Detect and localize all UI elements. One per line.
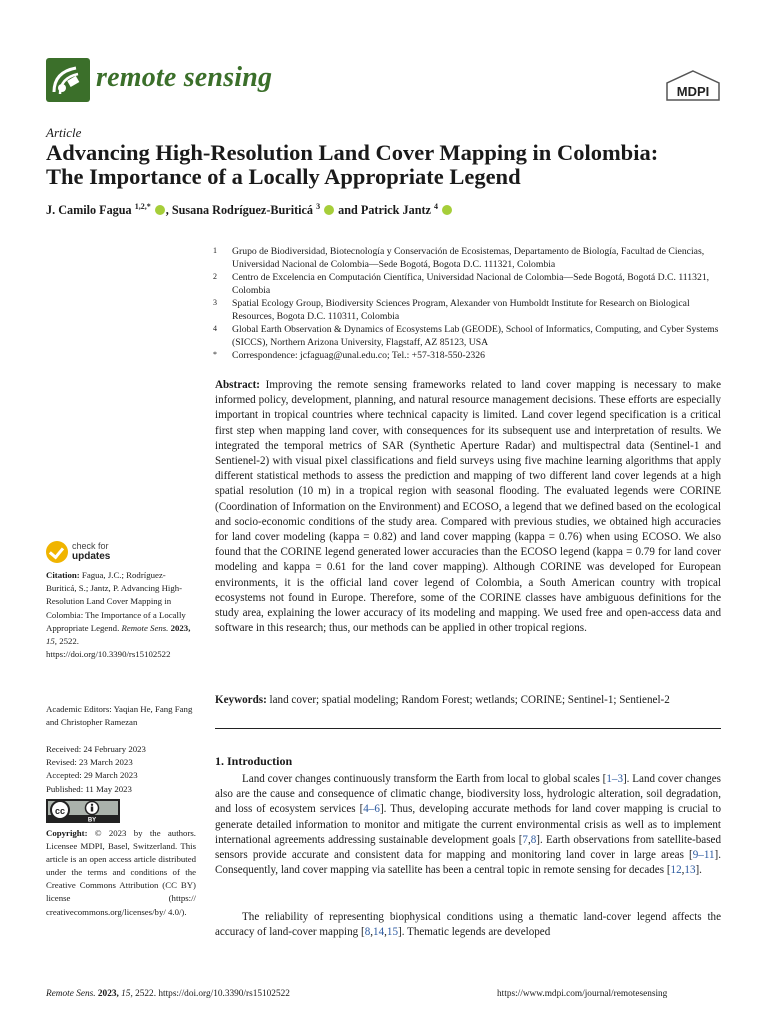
paragraph-text: Land cover changes continuously transform the Earth from local to global scales [ — [242, 773, 607, 785]
footer-journal: Remote Sens. — [46, 989, 96, 999]
citation-label: Citation: — [46, 570, 80, 580]
citation-volume: 15, — [46, 636, 57, 647]
paragraph-text: ]. Land cover changes also are the cause and consequence of climatic change, biodiversity loss, hydrologic alteration, soil degradation, and loss of ecosystem services [ — [215, 773, 721, 816]
received-date: Received: 24 February 2023 — [46, 744, 146, 754]
check-for-updates-button[interactable] — [46, 540, 126, 564]
citation-journal: Remote Sens. — [121, 622, 169, 633]
affiliation-mark: 2 — [213, 272, 217, 281]
orcid-icon[interactable] — [442, 205, 452, 215]
affiliation-mark: 1 — [213, 246, 217, 255]
publication-dates — [46, 743, 196, 796]
mdpi-logo-text: MDPI — [676, 84, 710, 99]
keywords — [215, 693, 721, 708]
check-updates-label-2: updates — [72, 551, 111, 562]
svg-text:cc: cc — [54, 806, 66, 816]
citation-link[interactable]: 13 — [684, 864, 696, 877]
affiliation-item — [213, 271, 728, 297]
section-divider — [215, 728, 721, 729]
paragraph-text: The reliability of representing biophysical conditions using a thematic land-cover legend affects the accuracy of land-cover mapping [ — [215, 911, 721, 939]
paragraph-text: ]. Thus, developing accurate methods for land cover mapping is crucial to generate detailed information to monitor and mitigate the current environmental crisis as well as to implement international agreements addressing sustainable development goals [ — [215, 803, 721, 846]
citation-link[interactable]: 14 — [373, 926, 385, 939]
mdpi-logo — [663, 70, 723, 104]
author-affiliation-marks: 3 — [316, 202, 321, 211]
citation-year: 2023, — [170, 622, 191, 633]
affiliation-mark: * — [213, 350, 217, 359]
copyright-block — [46, 827, 196, 919]
article-type: Article — [46, 125, 82, 140]
section-heading: 1. Introduction — [215, 754, 293, 768]
footer-doi[interactable]: 2522. https://doi.org/10.3390/rs15102522 — [135, 989, 290, 999]
title-line-2: The Importance of a Locally Appropriate Legend — [46, 164, 521, 189]
footer-journal-url[interactable]: https://www.mdpi.com/journal/remotesensing — [497, 989, 668, 999]
paragraph-text: , — [384, 926, 387, 939]
journal-logo-icon — [46, 58, 90, 102]
paragraph-text: ]. — [695, 864, 702, 877]
citation-link[interactable]: 8 — [364, 926, 371, 939]
paragraph-text: ]. Thematic legends are developed — [398, 926, 551, 939]
intro-paragraph-2 — [215, 910, 721, 940]
abstract-label: Abstract: — [215, 379, 260, 391]
author-name[interactable]: Patrick Jantz — [360, 203, 431, 217]
revised-date: Revised: 23 March 2023 — [46, 757, 133, 768]
author-affiliation-marks: 4 — [433, 202, 438, 211]
accepted-date: Accepted: 29 March 2023 — [46, 770, 138, 781]
footer-year: 2023, — [97, 989, 119, 999]
affiliation-item — [213, 297, 728, 323]
cc-by-license-badge[interactable] — [46, 799, 120, 823]
title-line-1: Advancing High-Resolution Land Cover Mapping in Colombia: — [46, 140, 659, 165]
citation-link[interactable]: 12 — [670, 864, 682, 877]
affiliation-mark: 3 — [213, 298, 217, 307]
citation-link[interactable]: 15 — [386, 926, 398, 939]
abstract-text: Improving the remote sensing frameworks related to land cover mapping is necessary to make informed policy, development, planning, and natural resource management decisions. These efforts are especially important in tropical countries where technical capacity is limited. Land cover legend specification is a critical first step when mapping land cover, with consequences for its subsequent use and interpretation of results. We integrated the temporal metrics of SAR (Synthetic Aperture Radar) and multispectral data (Sentinel-1 and Sentienel-2) with visual pixel classifications and field surveys using five machine learning algorithms that apply different statistical methods to assess the prediction and mapping of two different land cover legends at a high spatial resolution (10 m) in a tropical region with seasonal flooding. The evaluated legends were CORINE (Coordination of Information on the Environment) and ECOSO, a legend that we defined based on the ecological and socio-economic conditions of the study area. Compared with previous studies, we obtained high accuracies for land cover modeling (kappa = 0.82) and land cover mapping (kappa = 0.76) when using ECOSO. We also found that the CORINE legend generated lower accuracies than the ECOSO legend (kappa = 0.79 for land cover modeling and kappa = 0.61 for the land cover mapping). Although CORINE was developed for European environments, it is the official land cover legend of Colombia, a South American country with tropical ecosystems not found in Europe. Therefore, some of the CORINE classes have ambiguous definitions for the study area, explaining the lower accuracy of its modeling and mapping. We used free and open-access data and software in this research; thus, our methods can be applied in other tropical regions. — [215, 379, 721, 635]
paragraph-text: , — [370, 926, 374, 939]
check-updates-label-1: check for — [72, 541, 109, 551]
affiliation-text: Spatial Ecology Group, Biodiversity Sciences Program, Alexander von Humboldt Institute for Research on Biological Resources, Bogota D.C. 110311, Colombia — [232, 298, 690, 322]
academic-editors: Academic Editors: Yaqian He, Fang Fang and Christopher Ramezan — [46, 704, 193, 728]
cc-badge-label: BY — [87, 817, 97, 823]
affiliations — [213, 245, 728, 362]
affiliation-mark: 4 — [213, 324, 217, 333]
author-name[interactable]: J. Camilo Fagua — [46, 203, 132, 217]
abstract — [215, 378, 721, 636]
affiliation-item — [213, 349, 728, 362]
copyright-label: Copyright: — [46, 828, 88, 838]
paragraph-text: ]. Consequently, land cover mapping via satellite has been a central topic in remote sensing for decades [ — [215, 849, 721, 877]
author-list: J. Camilo Fagua $^{1,2,*}$ , Susana Rodríguez-Buriticá $^3$ and Patrick Jantz $^4$ — [46, 203, 736, 218]
paragraph-text: , — [527, 833, 531, 846]
check-updates-icon — [46, 541, 68, 563]
affiliation-item — [213, 323, 728, 349]
affiliation-item — [213, 245, 728, 271]
orcid-icon[interactable] — [324, 205, 334, 215]
citation-link[interactable]: 9–11 — [692, 849, 715, 862]
keywords-text: land cover; spatial modeling; Random Forest; wetlands; CORINE; Sentinel-1; Sentienel-2 — [269, 694, 670, 706]
published-date: Published: 11 May 2023 — [46, 783, 132, 794]
journal-name: remote sensing — [96, 62, 273, 93]
affiliation-text: Grupo de Biodiversidad, Biotecnología y Conservación de Ecosistemas, Departamento de Biología, Facultad de Ciencias, Universidad Nacional de Colombia—Sede Bogotá, Bogota D.C. 111321, Colombia — [232, 246, 705, 270]
affiliation-text: Global Earth Observation & Dynamics of Ecosystems Lab (GEODE), School of Informatics, Computing, and Cyber Systems (SICCS), Northern Arizona University, Flagstaff, AZ 85123, USA — [232, 324, 719, 348]
footer-citation — [46, 989, 290, 999]
citation-block — [46, 569, 196, 661]
author-affiliation-marks: 1,2,* — [134, 202, 151, 211]
keywords-label: Keywords: — [215, 694, 267, 706]
paragraph-text: , — [681, 864, 685, 877]
citation-link[interactable]: 4–6 — [363, 803, 380, 816]
article-title — [46, 141, 736, 189]
paragraph-text: ]. Earth observations from satellite-based sensors provide accurate and consistent data for mapping and monitoring land cover in large areas [ — [215, 833, 721, 862]
citation-text: Fagua, J.C.; Rodríguez-Buriticá, S.; Jantz, P. Advancing High-Resolution Land Cover Mapping in Colombia: The Importance of a Locally Appropriate Legend. — [46, 570, 186, 633]
orcid-icon[interactable] — [155, 205, 165, 215]
citation-doi[interactable]: 2522. https://doi.org/10.3390/rs15102522 — [46, 636, 171, 660]
affiliation-text: Centro de Excelencia en Computación Científica, Universidad Nacional de Colombia—Sede Bogotá, Bogotá D.C. 111321, Colombia — [232, 272, 710, 296]
intro-paragraph-1 — [215, 772, 721, 878]
citation-link[interactable]: 1–3 — [606, 773, 623, 785]
citation-link[interactable]: 8 — [530, 833, 537, 846]
copyright-text: © 2023 by the authors. Licensee MDPI, Basel, Switzerland. This article is an open access article distributed under the terms and conditions of the Creative Commons Attribution (CC BY) license (https:// creativecommons.org/licenses/by/ 4.0/). — [46, 828, 196, 917]
author-name[interactable]: Susana Rodríguez-Buriticá — [171, 203, 314, 217]
citation-link[interactable]: 7 — [522, 833, 528, 846]
correspondence-text[interactable]: Correspondence: jcfaguag@unal.edu.co; Tel.: +57-318-550-2326 — [232, 350, 485, 361]
footer-volume: 15, — [121, 989, 133, 999]
